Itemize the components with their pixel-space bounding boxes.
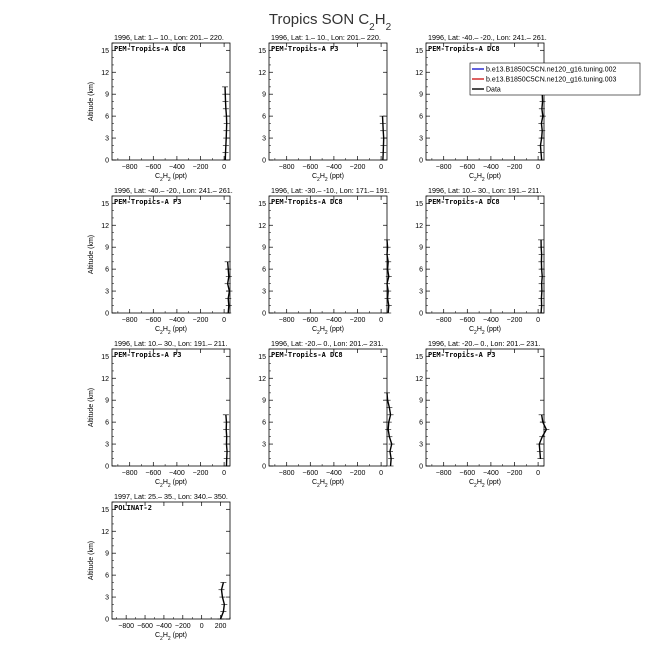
x-axis-label: $C_2H_2$ (ppt) — [311, 326, 345, 336]
y-tick-label: 3 — [105, 441, 109, 449]
panel-10 — [88, 492, 230, 642]
x-tick-label: −800 — [121, 470, 138, 477]
y-tick-label: 9 — [262, 91, 266, 99]
plot-frame — [269, 43, 387, 160]
x-tick-label: −200 — [192, 470, 209, 477]
plot-frame — [112, 349, 230, 466]
y-tick-label: 0 — [105, 310, 109, 318]
x-axis-label: $C_2H_2$ (ppt) — [154, 173, 188, 183]
y-tick-label: 15 — [101, 200, 109, 208]
data-series-line — [221, 582, 225, 619]
y-tick-label: 9 — [105, 244, 109, 252]
panel-header: 1996, Lat: -30.– -10., Lon: 171.– 191. — [271, 186, 390, 195]
y-tick-label: 9 — [105, 397, 109, 405]
y-tick-label: 15 — [258, 353, 266, 361]
y-tick-label: 3 — [105, 288, 109, 296]
x-tick-label: −200 — [174, 623, 191, 630]
x-tick-label: −800 — [278, 470, 295, 477]
y-tick-label: 3 — [419, 288, 423, 296]
y-tick-label: 3 — [262, 288, 266, 296]
y-tick-label: 9 — [419, 244, 423, 252]
plot-frame — [112, 43, 230, 160]
x-axis-label: $C_2H_2$ (ppt) — [154, 632, 188, 642]
y-tick-label: 12 — [101, 69, 109, 77]
campaign-label: PEM-Tropics-A DC8 — [428, 198, 500, 206]
y-tick-label: 9 — [262, 244, 266, 252]
panel-3 — [415, 33, 546, 183]
panel-header: 1996, Lat: 10.– 30., Lon: 191.– 211. — [428, 186, 542, 195]
y-tick-label: 0 — [105, 616, 109, 624]
data-series-line — [228, 262, 230, 313]
y-tick-label: 0 — [419, 157, 423, 165]
y-tick-label: 3 — [262, 135, 266, 143]
panel-1 — [88, 33, 230, 183]
y-tick-label: 6 — [262, 113, 266, 121]
y-tick-label: 6 — [105, 266, 109, 274]
x-tick-label: −600 — [302, 470, 319, 477]
x-tick-label: −400 — [326, 317, 342, 324]
x-tick-label: 0 — [536, 470, 541, 477]
y-tick-label: 15 — [415, 200, 423, 208]
x-tick-label: −600 — [302, 317, 319, 324]
panel-header: 1996, Lat: -40.– -20., Lon: 241.– 261. — [114, 186, 233, 195]
x-tick-label: −200 — [192, 317, 209, 324]
y-tick-label: 9 — [419, 91, 423, 99]
x-tick-label: −400 — [169, 470, 185, 477]
x-tick-label: 0 — [379, 164, 384, 171]
x-tick-label: 0 — [536, 317, 541, 324]
x-tick-label: −400 — [483, 470, 499, 477]
y-tick-label: 3 — [105, 594, 109, 602]
x-tick-label: −200 — [506, 164, 523, 171]
y-tick-label: 15 — [101, 353, 109, 361]
y-tick-label: 3 — [419, 441, 423, 449]
plot-frame — [112, 502, 230, 619]
campaign-label: PEM-Tropics-A P3 — [271, 45, 339, 53]
x-tick-label: −800 — [121, 317, 138, 324]
campaign-label: PEM-Tropics-A DC8 — [271, 351, 343, 359]
campaign-label: PEM-Tropics-A DC8 — [428, 45, 500, 53]
x-tick-label: 0 — [222, 317, 227, 324]
x-tick-label: −400 — [326, 164, 342, 171]
plot-frame — [269, 196, 387, 313]
panel-9 — [415, 339, 549, 489]
x-axis-label: $C_2H_2$ (ppt) — [154, 479, 188, 489]
y-tick-label: 6 — [262, 419, 266, 427]
x-tick-label: −400 — [326, 470, 342, 477]
x-axis-label: $C_2H_2$ (ppt) — [311, 479, 345, 489]
plot-frame — [426, 196, 544, 313]
y-tick-label: 12 — [258, 222, 266, 230]
y-tick-label: 12 — [101, 222, 109, 230]
panel-5 — [258, 186, 392, 336]
legend-entry: b.e13.B1850C5CN.ne120_g16.tuning.003 — [486, 76, 617, 84]
panel-header: 1996, Lat: 1.– 10., Lon: 201.– 220. — [271, 33, 381, 42]
y-tick-label: 12 — [258, 69, 266, 77]
x-axis-label: $C_2H_2$ (ppt) — [468, 479, 502, 489]
y-tick-label: 6 — [262, 266, 266, 274]
x-tick-label: −400 — [483, 317, 499, 324]
panel-6 — [415, 186, 545, 336]
x-tick-label: −400 — [169, 164, 185, 171]
panel-2 — [258, 33, 387, 183]
y-axis-label: Altitude (km) — [88, 387, 95, 428]
campaign-label: PEM-Tropics-A P3 — [114, 351, 182, 359]
y-tick-label: 15 — [415, 47, 423, 55]
x-tick-label: −800 — [278, 317, 295, 324]
x-tick-label: −600 — [302, 164, 319, 171]
x-tick-label: −800 — [121, 164, 138, 171]
y-tick-label: 15 — [258, 200, 266, 208]
x-tick-label: 0 — [222, 470, 227, 477]
y-tick-label: 12 — [101, 375, 109, 383]
x-tick-label: −400 — [169, 317, 185, 324]
x-tick-label: −200 — [349, 317, 366, 324]
x-tick-label: −200 — [506, 317, 523, 324]
y-tick-label: 0 — [105, 463, 109, 471]
y-tick-label: 0 — [105, 157, 109, 165]
panel-8 — [258, 339, 395, 489]
x-tick-label: 0 — [199, 623, 204, 630]
legend-entry: Data — [486, 86, 501, 94]
y-axis-label: Altitude (km) — [88, 81, 95, 122]
plot-frame — [426, 349, 544, 466]
y-tick-label: 0 — [262, 463, 266, 471]
x-tick-label: −800 — [435, 164, 452, 171]
panel-4 — [88, 186, 233, 336]
plot-frame — [112, 196, 230, 313]
x-tick-label: −600 — [145, 470, 162, 477]
panel-7 — [88, 339, 230, 489]
y-tick-label: 6 — [419, 419, 423, 427]
x-tick-label: 0 — [379, 317, 384, 324]
x-tick-label: −600 — [145, 164, 162, 171]
y-tick-label: 12 — [258, 375, 266, 383]
y-axis-label: Altitude (km) — [88, 234, 95, 275]
y-tick-label: 9 — [105, 91, 109, 99]
x-tick-label: −200 — [349, 470, 366, 477]
y-tick-label: 15 — [101, 47, 109, 55]
x-axis-label: $C_2H_2$ (ppt) — [311, 173, 345, 183]
plot-frame — [269, 349, 387, 466]
y-tick-label: 6 — [105, 572, 109, 580]
y-tick-label: 3 — [105, 135, 109, 143]
campaign-label: PEM-Tropics-A P3 — [428, 351, 496, 359]
y-tick-label: 9 — [262, 397, 266, 405]
x-tick-label: −800 — [435, 317, 452, 324]
panel-header: 1996, Lat: 10.– 30., Lon: 191.– 211. — [114, 339, 228, 348]
x-tick-label: −600 — [459, 164, 476, 171]
x-tick-label: −200 — [192, 164, 209, 171]
y-tick-label: 6 — [105, 419, 109, 427]
legend-entry: b.e13.B1850C5CN.ne120_g16.tuning.002 — [486, 66, 617, 74]
y-tick-label: 15 — [258, 47, 266, 55]
campaign-label: PEM-Tropics-A DC8 — [114, 45, 186, 53]
x-tick-label: 0 — [379, 470, 384, 477]
x-tick-label: −200 — [506, 470, 523, 477]
panel-header: 1996, Lat: 1.– 10., Lon: 201.– 220. — [114, 33, 224, 42]
y-tick-label: 12 — [415, 222, 423, 230]
campaign-label: POLINAT-2 — [114, 504, 152, 512]
panels-group — [88, 33, 549, 642]
x-tick-label: −800 — [278, 164, 295, 171]
panel-header: 1996, Lat: -20.– 0., Lon: 201.– 231. — [271, 339, 384, 348]
y-tick-label: 3 — [262, 441, 266, 449]
x-tick-label: −400 — [156, 623, 172, 630]
y-tick-label: 15 — [101, 506, 109, 514]
y-tick-label: 9 — [105, 550, 109, 558]
y-tick-label: 3 — [419, 135, 423, 143]
y-tick-label: 0 — [419, 463, 423, 471]
y-tick-label: 12 — [415, 69, 423, 77]
y-tick-label: 9 — [419, 397, 423, 405]
data-series-line — [226, 415, 227, 466]
x-tick-label: −600 — [145, 317, 162, 324]
plot-frame — [426, 43, 544, 160]
panel-header: 1997, Lat: 25.– 35., Lon: 340.– 350. — [114, 492, 228, 501]
x-tick-label: −600 — [137, 623, 153, 630]
panel-header: 1996, Lat: -40.– -20., Lon: 241.– 261. — [428, 33, 547, 42]
y-tick-label: 12 — [101, 528, 109, 536]
y-tick-label: 0 — [419, 310, 423, 318]
y-axis-label: Altitude (km) — [88, 540, 95, 581]
x-tick-label: 0 — [222, 164, 227, 171]
x-tick-label: −600 — [459, 317, 476, 324]
y-tick-label: 6 — [105, 113, 109, 121]
campaign-label: PEM-Tropics-A P3 — [114, 198, 182, 206]
x-tick-label: 0 — [536, 164, 541, 171]
legend — [470, 63, 640, 95]
x-tick-label: −600 — [459, 470, 476, 477]
campaign-label: PEM-Tropics-A DC8 — [271, 198, 343, 206]
x-axis-label: $C_2H_2$ (ppt) — [468, 173, 502, 183]
y-tick-label: 15 — [415, 353, 423, 361]
y-tick-label: 6 — [419, 266, 423, 274]
x-axis-label: $C_2H_2$ (ppt) — [468, 326, 502, 336]
y-tick-label: 0 — [262, 310, 266, 318]
x-tick-label: −400 — [483, 164, 499, 171]
x-tick-label: −800 — [118, 623, 135, 630]
panel-header: 1996, Lat: -20.– 0., Lon: 201.– 231. — [428, 339, 541, 348]
x-axis-label: $C_2H_2$ (ppt) — [154, 326, 188, 336]
y-tick-label: 12 — [415, 375, 423, 383]
x-tick-label: −800 — [435, 470, 452, 477]
figure-title: Tropics SON $C_2H_2$ — [268, 11, 392, 33]
y-tick-label: 6 — [419, 113, 423, 121]
x-tick-label: −200 — [349, 164, 366, 171]
x-tick-label: 200 — [214, 623, 227, 630]
y-tick-label: 0 — [262, 157, 266, 165]
